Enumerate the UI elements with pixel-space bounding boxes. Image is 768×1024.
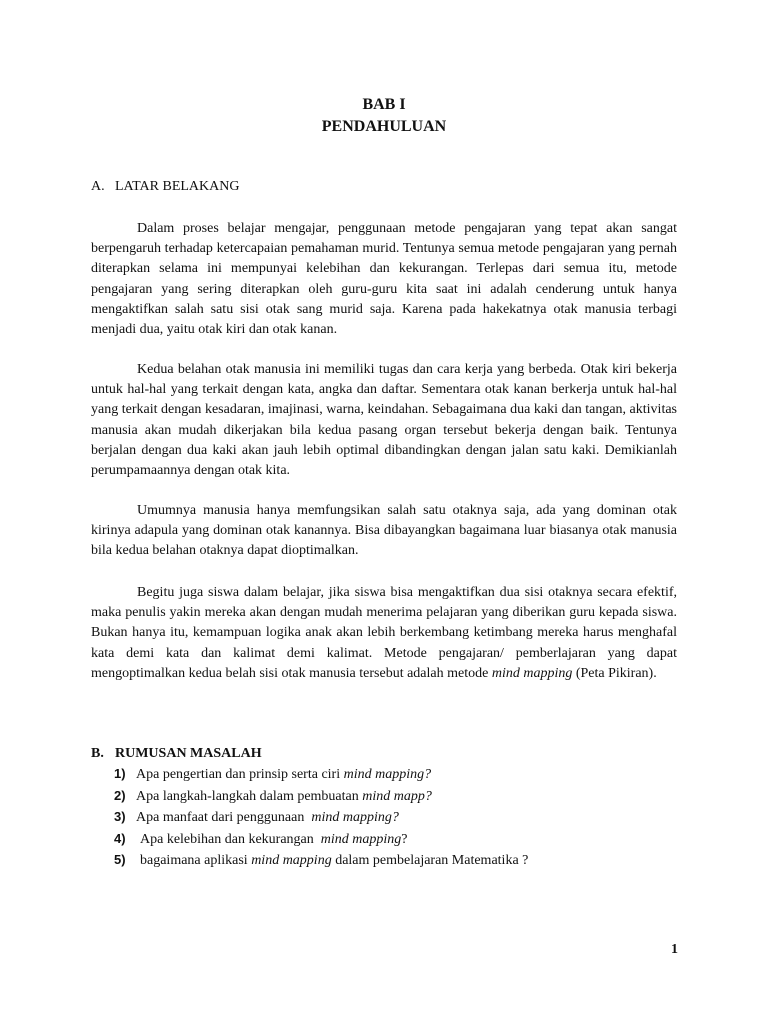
paragraph-2: Kedua belahan otak manusia ini memiliki tugas dan cara kerja yang berbeda. Otak kiri bekerja untuk hal-hal yang terkait dengan kata, angka dan daftar. Sementara otak kanan berkerja untuk hal-hal yang terkait dengan kesadaran, imajinasi, warna, keindahan. Sebagaimana dua kaki dan tangan, aktivitas manusia akan mudah dikerjakan bila kedua pasang organ tersebut bekerja dengan baik. Tentunya berjalan dengan dua kaki akan jauh lebih optimal dibandingkan dengan jalan satu kaki. Demikianlah perumpamaannya dengan otak kita. — [91, 362, 677, 479]
list-item-number: 5) — [114, 852, 126, 868]
list-item-term: mind mapping? — [311, 810, 399, 826]
page-number: 1 — [671, 942, 678, 957]
list-item — [114, 807, 528, 829]
paragraph-4 — [91, 583, 677, 684]
paragraph-4-term: mind mapping — [491, 665, 573, 681]
section-b-title: RUMUSAN MASALAH — [115, 746, 262, 761]
list-item-term: mind mapping — [251, 853, 332, 869]
list-item-number: 4) — [114, 830, 126, 846]
list-item-number: 2) — [114, 787, 126, 803]
chapter-title: PENDAHULUAN — [321, 118, 447, 135]
section-a-number: A. — [91, 179, 105, 194]
list-item-term: mind mapp? — [362, 788, 432, 804]
list-item-after: dalam pembelajaran Matematika ? — [335, 853, 529, 869]
section-b-heading — [91, 744, 262, 764]
list-item-text: bagaimana aplikasi — [140, 853, 248, 869]
chapter-label: BAB I — [362, 96, 406, 113]
paragraph-1: Dalam proses belajar mengajar, penggunaan metode pengajaran yang tepat akan sangat berpengaruh terhadap ketercapaian pemahaman murid. Tentunya semua metode pengajaran yang pernah diterapkan selama ini mempunyai kelebihan dan kekurangan. Terlepas dari semua itu, metode pengajaran yang sering diterapkan oleh guru-guru kita saat ini adalah cenderung untuk hanya mengaktifkan salah satu sisi otak sang murid saja. Karena pada hakekatnya otak manusia terbagi menjadi dua, yaitu otak kiri dan otak kanan. — [91, 221, 677, 338]
list-item-text: Apa manfaat dari penggunaan — [136, 810, 305, 826]
list-item-number: 3) — [114, 809, 126, 825]
paragraph-3: Umumnya manusia hanya memfungsikan salah satu otaknya saja, ada yang dominan otak kirinya adapula yang dominan otak kanannya. Bisa dibayangkan bagaimana luar biasanya otak manusia bila kedua belahan otaknya dapat dioptimalkan. — [91, 503, 677, 559]
list-item — [114, 850, 528, 872]
list-item-number: 1) — [114, 766, 126, 781]
list-item-text: Apa langkah-langkah dalam pembuatan — [136, 788, 359, 804]
list-item — [114, 786, 528, 808]
list-item-text: Apa kelebihan dan kekurangan — [140, 831, 314, 847]
list-item — [114, 764, 528, 786]
section-a-title: LATAR BELAKANG — [115, 179, 240, 194]
paragraph-4-text: Begitu juga siswa dalam belajar, jika siswa bisa mengaktifkan dua sisi otaknya secara efektif, maka penulis yakin mereka akan dengan mudah menerima pelajaran yang diberikan guru kepada siswa. Bukan hanya itu, kemampuan logika anak akan lebih berkembang ketimbang mereka harus menghafal kata demi kata dan kalimat demi kalimat. Metode pengajaran/ pemberlajaran yang dapat mengoptimalkan kedua belah sisi otak manusia tersebut adalah metode — [91, 585, 677, 681]
list-item-term: mind mapping — [320, 831, 402, 847]
problem-list — [114, 764, 528, 872]
paragraph-4-tail: (Peta Pikiran). — [575, 665, 657, 681]
section-b-number: B. — [91, 746, 104, 761]
list-item-term: mind mapping? — [343, 767, 432, 782]
list-item-after: ? — [401, 831, 408, 847]
list-item — [114, 829, 528, 851]
section-a-heading — [91, 177, 239, 197]
list-item-text: Apa pengertian dan prinsip serta ciri — [136, 767, 341, 782]
